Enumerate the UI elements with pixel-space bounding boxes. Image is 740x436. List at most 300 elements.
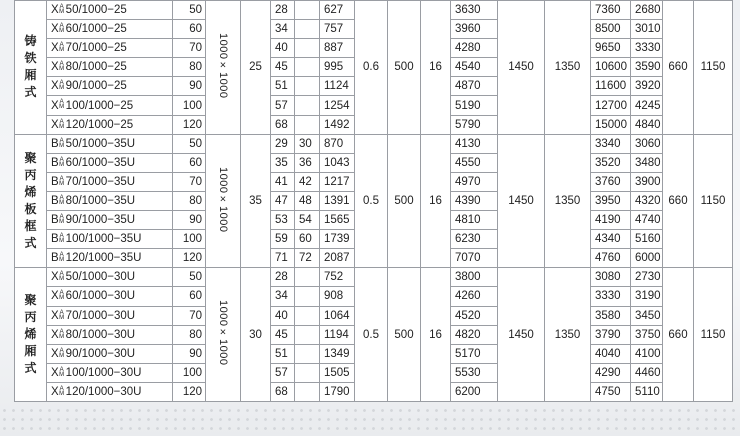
group-label-char: 聚 — [24, 293, 37, 308]
volume-cell: 908 — [320, 287, 355, 306]
length-cell: 15000 — [591, 115, 631, 134]
filter-area-cell: 70 — [173, 306, 206, 325]
plate-count-cell: 47 — [271, 191, 295, 210]
volume-cell: 1739 — [320, 230, 355, 249]
weight-cell: 5190 — [451, 96, 498, 115]
model-subscript — [59, 330, 65, 340]
filter-area-cell: 70 — [173, 172, 206, 191]
plate-count-2-cell — [295, 39, 320, 58]
length-2-cell: 4840 — [631, 115, 663, 134]
model-sub-top: A — [59, 233, 64, 240]
model-series-letter: X — [51, 4, 59, 17]
model-series-letter: X — [51, 347, 59, 360]
model-sub-top: A — [59, 252, 64, 259]
spec-pressure-cell: 0.5 — [355, 268, 388, 402]
length-2-cell: 2680 — [631, 1, 663, 20]
length-cell: 4340 — [591, 230, 631, 249]
weight-cell: 4810 — [451, 211, 498, 230]
model-subscript — [59, 158, 65, 168]
length-2-cell: 3330 — [631, 39, 663, 58]
length-cell: 3760 — [591, 172, 631, 191]
volume-cell: 1254 — [320, 96, 355, 115]
plate-count-2-cell — [295, 363, 320, 382]
length-2-cell: 3060 — [631, 134, 663, 153]
volume-cell: 995 — [320, 58, 355, 77]
plate-count-2-cell — [295, 58, 320, 77]
plate-count-2-cell — [295, 287, 320, 306]
volume-cell: 1505 — [320, 363, 355, 382]
weight-cell: 5790 — [451, 115, 498, 134]
length-cell: 3580 — [591, 306, 631, 325]
model-series-letter: X — [51, 61, 59, 74]
length-2-cell: 3920 — [631, 77, 663, 96]
group-label-char: 式 — [24, 85, 37, 100]
model-sub-bottom: M — [59, 333, 65, 340]
model-number: 50/1000−30U — [65, 271, 136, 284]
volume-cell: 887 — [320, 39, 355, 58]
model-cell — [47, 96, 173, 115]
thickness-cell: 30 — [241, 268, 271, 402]
weight-cell: 5170 — [451, 344, 498, 363]
plate-count-2-cell: 30 — [295, 134, 320, 153]
volume-cell: 2087 — [320, 249, 355, 268]
model-cell — [47, 153, 173, 172]
plate-count-2-cell: 72 — [295, 249, 320, 268]
group-label-char: 铁 — [24, 51, 37, 66]
model-subscript — [59, 272, 65, 282]
model-sub-bottom: M — [59, 161, 65, 168]
plate-count-cell: 28 — [271, 268, 295, 287]
model-sub-top: A — [59, 385, 64, 392]
spec-16-cell: 16 — [421, 268, 451, 402]
model-sub-top: A — [59, 118, 64, 125]
model-sub-top: A — [59, 42, 64, 49]
model-cell — [47, 268, 173, 287]
plate-size-cell — [206, 1, 241, 135]
volume-cell: 757 — [320, 20, 355, 39]
model-number: 50/1000−25 — [65, 4, 127, 17]
group-label — [15, 268, 47, 402]
filter-area-cell: 50 — [173, 134, 206, 153]
plate-count-2-cell — [295, 96, 320, 115]
filter-area-cell: 60 — [173, 20, 206, 39]
plate-count-2-cell — [295, 268, 320, 287]
model-series-letter: B — [51, 137, 59, 150]
model-sub-top: A — [59, 175, 64, 182]
model-subscript — [59, 43, 65, 53]
model-subscript — [59, 81, 65, 91]
length-cell: 4750 — [591, 382, 631, 401]
model-sub-top: A — [59, 99, 64, 106]
model-sub-bottom: M — [59, 85, 65, 92]
group-label-char: 式 — [24, 235, 37, 250]
model-sub-top: A — [59, 290, 64, 297]
dim-660-cell: 660 — [663, 134, 694, 268]
model-sub-top: A — [59, 80, 64, 87]
spec-16-cell: 16 — [421, 134, 451, 268]
plate-count-2-cell — [295, 115, 320, 134]
length-2-cell: 5160 — [631, 230, 663, 249]
model-series-letter: B — [51, 214, 59, 227]
weight-cell: 4540 — [451, 58, 498, 77]
plate-size-cell — [206, 268, 241, 402]
plate-count-cell: 51 — [271, 77, 295, 96]
plate-count-2-cell: 48 — [295, 191, 320, 210]
plate-count-cell: 28 — [271, 1, 295, 20]
model-number: 50/1000−35U — [65, 137, 136, 150]
table-row — [15, 1, 733, 20]
model-subscript — [59, 387, 65, 397]
length-2-cell: 4100 — [631, 344, 663, 363]
filter-area-cell: 90 — [173, 77, 206, 96]
length-cell: 10600 — [591, 58, 631, 77]
model-cell — [47, 115, 173, 134]
model-sub-top: A — [59, 271, 64, 278]
filter-area-cell: 60 — [173, 153, 206, 172]
plate-count-cell: 35 — [271, 153, 295, 172]
model-number: 60/1000−30U — [65, 290, 136, 303]
model-sub-top: A — [59, 347, 64, 354]
thickness-cell: 25 — [241, 1, 271, 135]
plate-size-text: 1000×1000 — [217, 33, 229, 99]
length-cell: 12700 — [591, 96, 631, 115]
length-2-cell: 4320 — [631, 191, 663, 210]
plate-count-cell: 34 — [271, 20, 295, 39]
plate-count-2-cell: 42 — [295, 172, 320, 191]
filter-area-cell: 90 — [173, 211, 206, 230]
weight-cell: 5530 — [451, 363, 498, 382]
model-number: 70/1000−25 — [65, 42, 127, 55]
table-row — [15, 134, 733, 153]
model-subscript — [59, 196, 65, 206]
group-label-char: 铸 — [24, 34, 37, 49]
model-sub-top: A — [59, 156, 64, 163]
dim-1350-cell: 1350 — [545, 1, 591, 135]
filter-area-cell: 50 — [173, 268, 206, 287]
model-sub-bottom: M — [59, 66, 65, 73]
model-subscript — [59, 234, 65, 244]
model-sub-bottom: M — [59, 28, 65, 35]
model-cell — [47, 39, 173, 58]
model-subscript — [59, 62, 65, 72]
model-number: 100/1000−30U — [65, 366, 142, 379]
model-number: 100/1000−25 — [65, 99, 134, 112]
length-cell: 4290 — [591, 363, 631, 382]
length-cell: 4190 — [591, 211, 631, 230]
model-sub-top: A — [59, 61, 64, 68]
thickness-cell: 35 — [241, 134, 271, 268]
length-2-cell: 3900 — [631, 172, 663, 191]
dim-660-cell: 660 — [663, 1, 694, 135]
model-sub-bottom: M — [59, 390, 65, 397]
group-label — [15, 134, 47, 268]
length-cell: 3520 — [591, 153, 631, 172]
weight-cell: 4550 — [451, 153, 498, 172]
model-sub-bottom: M — [59, 123, 65, 130]
group-label-char: 烯 — [24, 327, 37, 342]
filter-area-cell: 100 — [173, 96, 206, 115]
weight-cell: 4390 — [451, 191, 498, 210]
model-cell — [47, 363, 173, 382]
model-sub-top: A — [59, 23, 64, 30]
model-cell — [47, 230, 173, 249]
model-number: 90/1000−25 — [65, 80, 127, 93]
model-cell — [47, 211, 173, 230]
model-cell — [47, 20, 173, 39]
model-sub-bottom: M — [59, 180, 65, 187]
weight-cell: 4520 — [451, 306, 498, 325]
model-series-letter: B — [51, 233, 59, 246]
length-2-cell: 4245 — [631, 96, 663, 115]
plate-count-cell: 51 — [271, 344, 295, 363]
group-label-char: 聚 — [24, 150, 37, 165]
dim-1150-cell: 1150 — [694, 268, 733, 402]
length-2-cell: 3750 — [631, 325, 663, 344]
plate-count-2-cell — [295, 306, 320, 325]
weight-cell: 4280 — [451, 39, 498, 58]
model-cell — [47, 249, 173, 268]
spec-16-cell: 16 — [421, 1, 451, 135]
length-cell: 4040 — [591, 344, 631, 363]
filter-area-cell: 120 — [173, 249, 206, 268]
filter-area-cell: 80 — [173, 325, 206, 344]
model-sub-bottom: M — [59, 9, 65, 16]
model-number: 100/1000−35U — [65, 233, 142, 246]
weight-cell: 6200 — [451, 382, 498, 401]
filter-area-cell: 80 — [173, 58, 206, 77]
model-series-letter: X — [51, 99, 59, 112]
length-2-cell: 3480 — [631, 153, 663, 172]
length-cell: 7360 — [591, 1, 631, 20]
model-sub-top: A — [59, 366, 64, 373]
plate-count-cell: 68 — [271, 382, 295, 401]
spec-500-cell: 500 — [388, 134, 421, 268]
length-2-cell: 3590 — [631, 58, 663, 77]
plate-count-2-cell — [295, 325, 320, 344]
model-number: 80/1000−35U — [65, 194, 136, 207]
group-label — [15, 1, 47, 135]
model-subscript — [59, 177, 65, 187]
length-2-cell: 3010 — [631, 20, 663, 39]
volume-cell: 752 — [320, 268, 355, 287]
weight-cell: 3960 — [451, 20, 498, 39]
volume-cell: 627 — [320, 1, 355, 20]
group-label-char: 板 — [24, 201, 37, 216]
filter-area-cell: 60 — [173, 287, 206, 306]
plate-count-cell: 57 — [271, 96, 295, 115]
filter-area-cell: 70 — [173, 39, 206, 58]
volume-cell: 870 — [320, 134, 355, 153]
model-subscript — [59, 139, 65, 149]
decorative-dot-pattern — [0, 406, 740, 436]
model-series-letter: X — [51, 42, 59, 55]
model-sub-bottom: M — [59, 219, 65, 226]
plate-count-cell: 59 — [271, 230, 295, 249]
model-number: 60/1000−25 — [65, 23, 127, 36]
weight-cell: 4970 — [451, 172, 498, 191]
dim-1450-cell: 1450 — [498, 134, 545, 268]
volume-cell: 1064 — [320, 306, 355, 325]
dim-1450-cell: 1450 — [498, 1, 545, 135]
length-2-cell: 4460 — [631, 363, 663, 382]
model-cell — [47, 1, 173, 20]
model-sub-bottom: M — [59, 142, 65, 149]
filter-area-cell: 120 — [173, 382, 206, 401]
length-cell: 3340 — [591, 134, 631, 153]
volume-cell: 1492 — [320, 115, 355, 134]
model-sub-bottom: M — [59, 314, 65, 321]
model-series-letter: X — [51, 118, 59, 131]
dim-1150-cell: 1150 — [694, 134, 733, 268]
filter-area-cell: 90 — [173, 344, 206, 363]
model-series-letter: X — [51, 328, 59, 341]
model-series-letter: X — [51, 271, 59, 284]
model-number: 90/1000−30U — [65, 347, 136, 360]
model-series-letter: B — [51, 175, 59, 188]
volume-cell: 1349 — [320, 344, 355, 363]
length-2-cell: 4740 — [631, 211, 663, 230]
model-cell — [47, 77, 173, 96]
model-number: 120/1000−25 — [65, 118, 134, 131]
length-cell: 3790 — [591, 325, 631, 344]
length-cell: 9650 — [591, 39, 631, 58]
plate-count-2-cell — [295, 1, 320, 20]
model-cell — [47, 382, 173, 401]
dim-1350-cell: 1350 — [545, 268, 591, 402]
model-sub-bottom: M — [59, 257, 65, 264]
model-cell — [47, 306, 173, 325]
length-2-cell: 6000 — [631, 249, 663, 268]
filter-press-spec-table — [14, 0, 733, 402]
volume-cell: 1217 — [320, 172, 355, 191]
model-subscript — [59, 24, 65, 34]
filter-area-cell: 80 — [173, 191, 206, 210]
model-sub-top: A — [59, 4, 64, 11]
weight-cell: 4260 — [451, 287, 498, 306]
model-cell — [47, 134, 173, 153]
spec-500-cell: 500 — [388, 1, 421, 135]
model-number: 60/1000−35U — [65, 156, 136, 169]
plate-count-cell: 71 — [271, 249, 295, 268]
plate-count-2-cell — [295, 344, 320, 363]
volume-cell: 1124 — [320, 77, 355, 96]
model-subscript — [59, 5, 65, 15]
weight-cell: 4870 — [451, 77, 498, 96]
plate-size-cell — [206, 134, 241, 268]
group-label-char: 框 — [24, 218, 37, 233]
plate-count-cell: 41 — [271, 172, 295, 191]
model-number: 80/1000−25 — [65, 61, 127, 74]
group-label-char: 厢 — [24, 344, 37, 359]
plate-size-text: 1000×1000 — [217, 166, 229, 233]
dim-660-cell: 660 — [663, 268, 694, 402]
model-sub-top: A — [59, 194, 64, 201]
weight-cell: 7070 — [451, 249, 498, 268]
length-2-cell: 3450 — [631, 306, 663, 325]
plate-count-2-cell: 36 — [295, 153, 320, 172]
weight-cell: 3630 — [451, 1, 498, 20]
model-sub-bottom: M — [59, 295, 65, 302]
plate-count-cell: 34 — [271, 287, 295, 306]
length-cell: 3950 — [591, 191, 631, 210]
model-subscript — [59, 253, 65, 263]
plate-count-cell: 29 — [271, 134, 295, 153]
model-cell — [47, 172, 173, 191]
model-sub-bottom: M — [59, 47, 65, 54]
plate-count-2-cell: 60 — [295, 230, 320, 249]
filter-area-cell: 50 — [173, 1, 206, 20]
model-series-letter: X — [51, 366, 59, 379]
model-series-letter: X — [51, 385, 59, 398]
filter-area-cell: 120 — [173, 115, 206, 134]
group-label-char: 厢 — [24, 68, 37, 83]
model-number: 70/1000−30U — [65, 309, 136, 322]
plate-count-cell: 45 — [271, 58, 295, 77]
model-cell — [47, 325, 173, 344]
plate-count-cell: 53 — [271, 211, 295, 230]
model-subscript — [59, 120, 65, 130]
spec-pressure-cell: 0.5 — [355, 134, 388, 268]
length-2-cell: 5110 — [631, 382, 663, 401]
volume-cell: 1391 — [320, 191, 355, 210]
length-cell: 3080 — [591, 268, 631, 287]
plate-count-cell: 68 — [271, 115, 295, 134]
weight-cell: 4820 — [451, 325, 498, 344]
model-sub-bottom: M — [59, 104, 65, 111]
weight-cell: 3800 — [451, 268, 498, 287]
model-subscript — [59, 100, 65, 110]
model-sub-bottom: M — [59, 276, 65, 283]
model-cell — [47, 344, 173, 363]
table-row — [15, 268, 733, 287]
model-series-letter: X — [51, 80, 59, 93]
model-series-letter: B — [51, 156, 59, 169]
volume-cell: 1565 — [320, 211, 355, 230]
group-label-char: 丙 — [24, 167, 37, 182]
model-cell — [47, 58, 173, 77]
model-series-letter: X — [51, 309, 59, 322]
length-cell: 4760 — [591, 249, 631, 268]
model-number: 120/1000−35U — [65, 252, 142, 265]
group-label-char: 式 — [24, 361, 37, 376]
filter-area-cell: 100 — [173, 363, 206, 382]
plate-size-text: 1000×1000 — [217, 300, 229, 366]
group-label-char: 丙 — [24, 310, 37, 325]
model-sub-bottom: M — [59, 199, 65, 206]
plate-count-2-cell — [295, 20, 320, 39]
plate-count-cell: 45 — [271, 325, 295, 344]
model-subscript — [59, 368, 65, 378]
model-series-letter: B — [51, 194, 59, 207]
model-sub-top: A — [59, 214, 64, 221]
weight-cell: 4130 — [451, 134, 498, 153]
model-number: 80/1000−30U — [65, 328, 136, 341]
plate-count-2-cell — [295, 382, 320, 401]
model-sub-bottom: M — [59, 352, 65, 359]
model-sub-bottom: M — [59, 238, 65, 245]
spec-500-cell: 500 — [388, 268, 421, 402]
spec-pressure-cell: 0.6 — [355, 1, 388, 135]
weight-cell: 6230 — [451, 230, 498, 249]
length-cell: 3330 — [591, 287, 631, 306]
volume-cell: 1194 — [320, 325, 355, 344]
model-sub-bottom: M — [59, 371, 65, 378]
model-cell — [47, 191, 173, 210]
plate-count-2-cell — [295, 77, 320, 96]
filter-area-cell: 100 — [173, 230, 206, 249]
plate-count-2-cell: 54 — [295, 211, 320, 230]
length-cell: 11600 — [591, 77, 631, 96]
